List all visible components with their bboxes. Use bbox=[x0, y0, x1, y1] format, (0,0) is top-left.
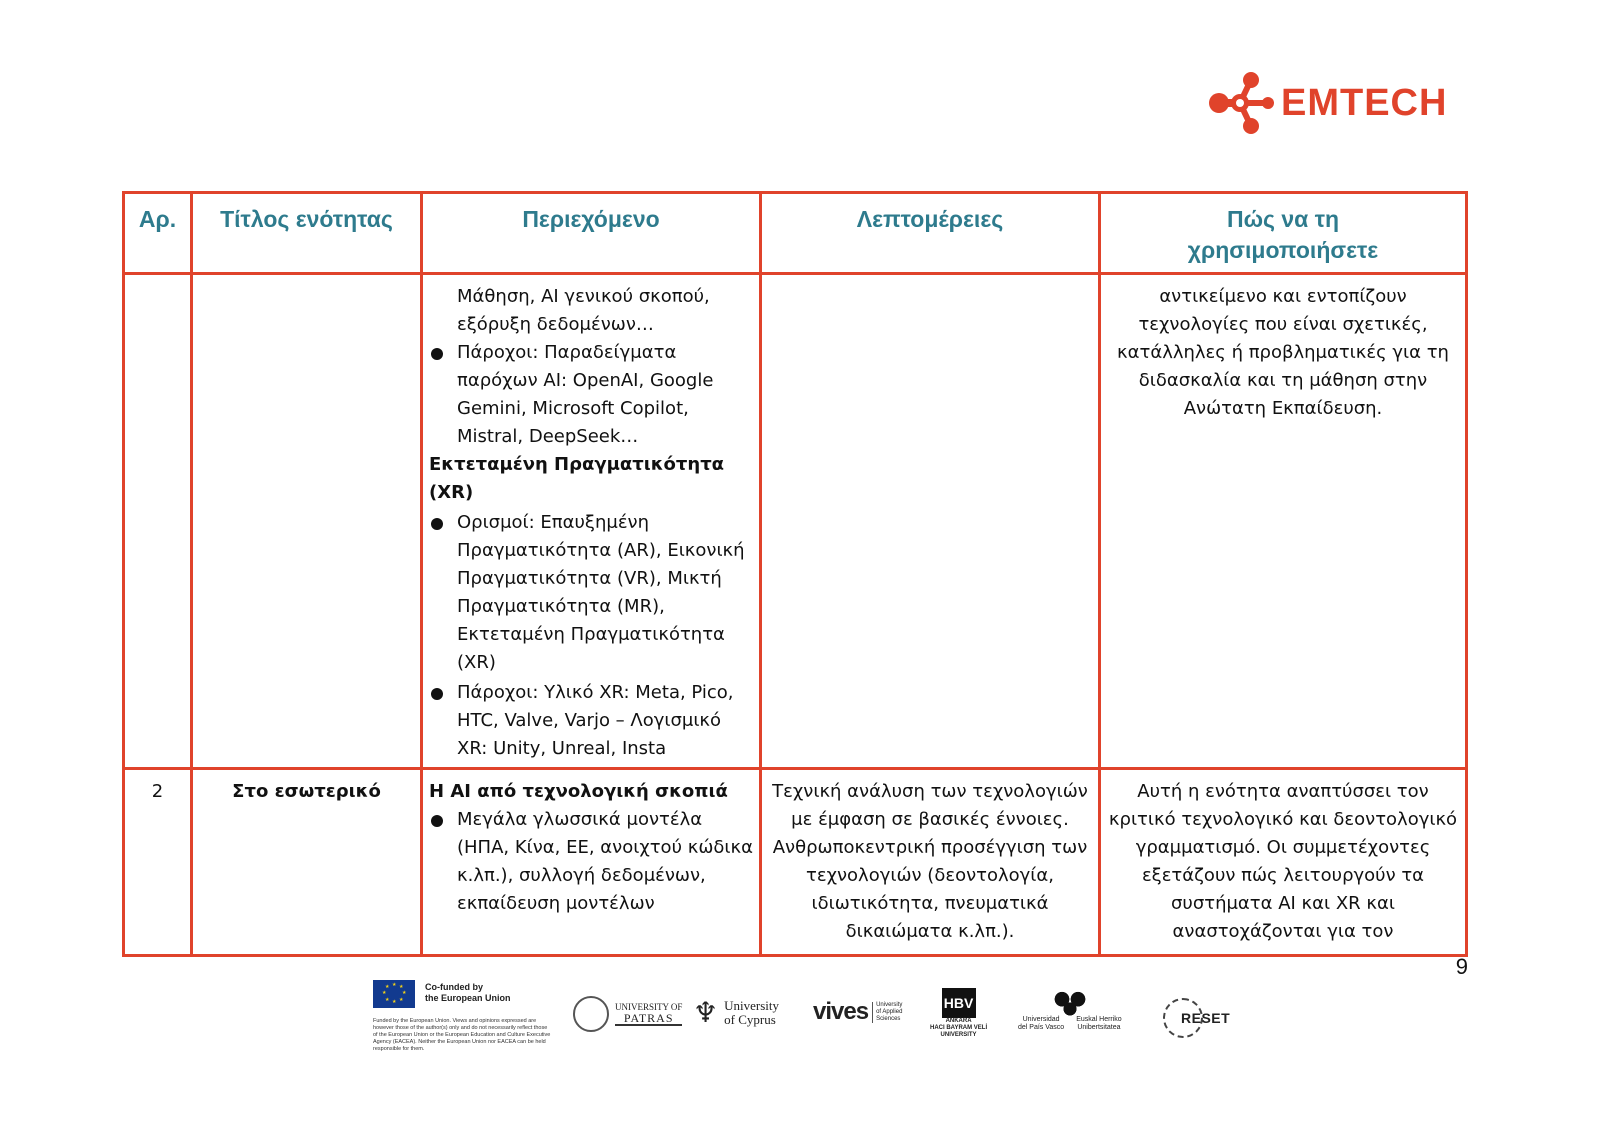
logo-reset bbox=[1163, 998, 1230, 1038]
row1-num bbox=[124, 274, 192, 769]
header-details: Λεπτομέρειες bbox=[761, 193, 1100, 274]
ehu-left1: Universidad bbox=[1022, 1016, 1060, 1023]
cyprus-line1: University bbox=[724, 998, 779, 1013]
hbv-line2: HACI BAYRAM VELİ bbox=[930, 1025, 988, 1031]
header-howto bbox=[1100, 193, 1467, 274]
header-content: Περιεχόμενο bbox=[422, 193, 761, 274]
ehu-emblem-icon bbox=[1050, 988, 1090, 1016]
row2-heading: Η AI από τεχνολογική σκοπιά bbox=[429, 781, 728, 802]
module-table bbox=[122, 191, 1468, 957]
logo-hbv-university bbox=[930, 988, 987, 1039]
row1-content bbox=[422, 274, 761, 769]
vives-sub1: University bbox=[876, 1001, 903, 1008]
eu-flag-icon: ★ ★ ★ ★ ★ ★ ★ ★ bbox=[373, 980, 415, 1008]
header-num: Αρ. bbox=[124, 193, 192, 274]
logo-ehu bbox=[1018, 988, 1122, 1032]
eu-cofunded-text bbox=[425, 982, 511, 1004]
row2-content bbox=[422, 769, 761, 956]
ehu-right1: Euskal Herriko bbox=[1076, 1016, 1122, 1023]
vives-sub3: Sciences bbox=[876, 1015, 901, 1022]
row1-details bbox=[761, 274, 1100, 769]
reset-word: RESET bbox=[1181, 1010, 1231, 1026]
row1-bullet-list-a bbox=[429, 339, 753, 451]
partner-footer bbox=[373, 980, 1253, 1070]
ehu-left2: del País Vasco bbox=[1018, 1024, 1065, 1031]
cyprus-line2: of Cyprus bbox=[724, 1012, 776, 1027]
eu-cofunded-line2: the European Union bbox=[425, 993, 511, 1003]
row2-num: 2 bbox=[124, 769, 192, 956]
cyprus-crest-icon: ♆ bbox=[693, 998, 719, 1029]
table-row bbox=[124, 274, 1467, 769]
list-item: Πάροχοι: Παραδείγματα παρόχων AI: OpenAI, Google Gemini, Microsoft Copilot, Mistral, DeepSeek… bbox=[429, 339, 753, 451]
row1-howto: αντικείμενο και εντοπίζουν τεχνολογίες που είναι σχετικές, κατάλληλες ή προβληματικές για τη διδασκαλία και τη μάθηση στην Ανώτατη Εκπαίδευση. bbox=[1100, 274, 1467, 769]
logo-university-of-cyprus bbox=[693, 996, 779, 1030]
vives-word: vives bbox=[813, 998, 869, 1025]
table-row bbox=[124, 769, 1467, 956]
hbv-mark: HBV bbox=[942, 988, 976, 1018]
patras-seal-icon bbox=[573, 996, 609, 1032]
eu-cofunded-line1: Co-funded by bbox=[425, 982, 483, 992]
header-howto-line2: χρησιμοποιήσετε bbox=[1187, 237, 1379, 263]
header-howto-line1: Πώς να τη bbox=[1226, 206, 1340, 232]
list-item: Ορισμοί: Επαυξημένη Πραγματικότητα (AR), Εικονική Πραγματικότητα (VR), Μικτή Πραγματικότητα (MR), Εκτεταμένη Πραγματικότητα (XR) bbox=[429, 509, 753, 677]
row2-howto: Αυτή η ενότητα αναπτύσσει τον κριτικό τεχνολογικό και δεοντολογικό γραμματισμό. Οι συμμετέχοντες εξετάζουν πώς λειτουργούν τα συστήματα AI και XR και αναστοχάζονται για τον bbox=[1100, 769, 1467, 956]
header-title: Τίτλος ενότητας bbox=[192, 193, 422, 274]
eu-disclaimer: Funded by the European Union. Views and opinions expressed are however those of the author(s) only and do not necessarily reflect those of the European Union or the European Education and Culture Executive Agency (EACEA). Neither the European Union nor EACEA can be held responsible for them. bbox=[373, 1018, 551, 1052]
vives-sub2: of Applied bbox=[876, 1008, 903, 1015]
page-number: 9 bbox=[1455, 954, 1468, 979]
patras-big: PATRAS bbox=[615, 1013, 682, 1026]
row2-bullet-list bbox=[429, 806, 753, 918]
row1-heading-xr: Εκτεταμένη Πραγματικότητα (XR) bbox=[429, 454, 725, 503]
row1-content-cont-line1: Μάθηση, AI γενικού σκοπού, bbox=[457, 286, 710, 307]
row1-title bbox=[192, 274, 422, 769]
patras-small: UNIVERSITY OF bbox=[615, 1002, 683, 1012]
ehu-right2: Unibertsitatea bbox=[1077, 1024, 1121, 1031]
emtech-logo bbox=[1205, 68, 1447, 138]
list-item: Μεγάλα γλωσσικά μοντέλα (ΗΠΑ, Κίνα, ΕΕ, ανοιχτού κώδικα κ.λπ.), συλλογή δεδομένων, εκπαίδευση μοντέλων bbox=[429, 806, 753, 918]
brand-name: EMTECH bbox=[1281, 81, 1448, 124]
row2-title: Στο εσωτερικό bbox=[192, 769, 422, 956]
row2-details: Τεχνική ανάλυση των τεχνολογιών με έμφαση σε βασικές έννοιες. Ανθρωποκεντρική προσέγγιση των τεχνολογιών (δεοντολογία, ιδιωτικότητα, πνευματικά δικαιώματα κ.λπ.). bbox=[761, 769, 1100, 956]
logo-vives bbox=[813, 998, 902, 1026]
table-header-row bbox=[124, 193, 1467, 274]
row1-content-cont-line2: εξόρυξη δεδομένων… bbox=[457, 314, 654, 335]
list-item: Πάροχοι: Υλικό XR: Meta, Pico, HTC, Valve, Varjo – Λογισμικό XR: Unity, Unreal, Insta bbox=[429, 679, 753, 763]
hbv-line1: ANKARA bbox=[945, 1018, 972, 1024]
molecule-logo-icon bbox=[1205, 68, 1275, 138]
row1-bullet-list-b bbox=[429, 509, 753, 763]
hbv-line3: UNIVERSITY bbox=[940, 1032, 977, 1038]
logo-university-of-patras bbox=[573, 996, 682, 1032]
